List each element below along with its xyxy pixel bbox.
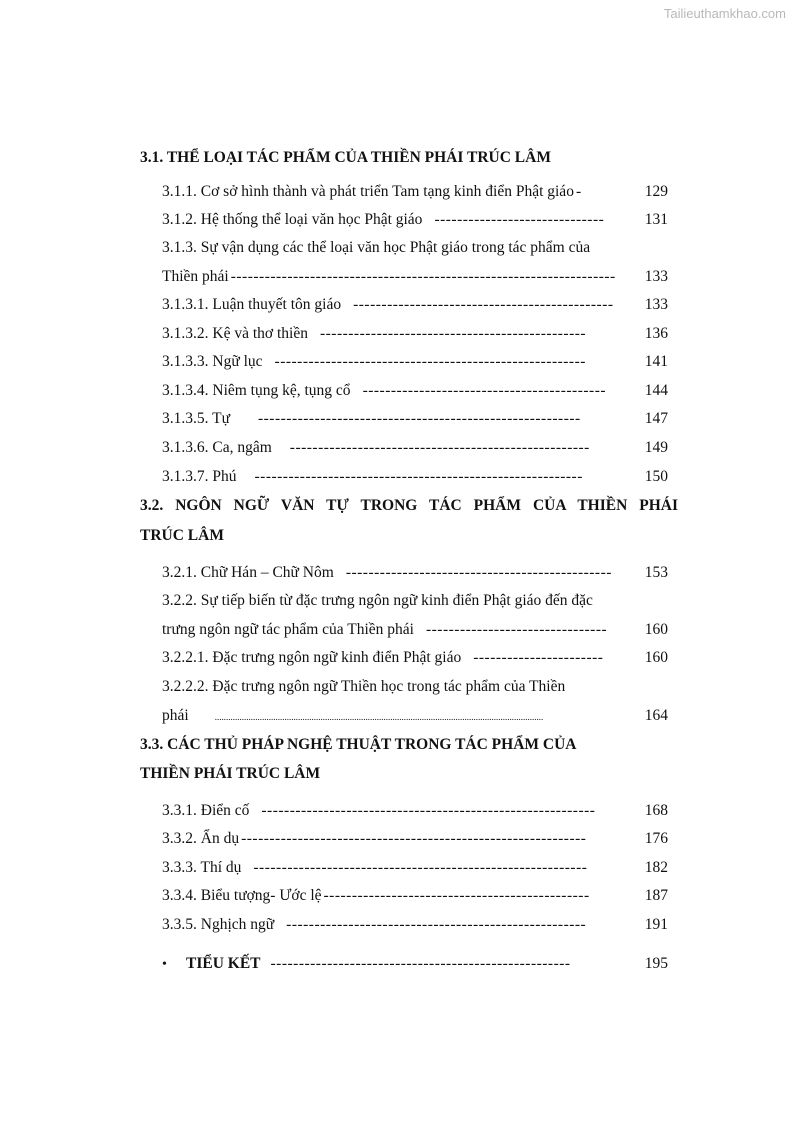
toc-entry-3-3-5	[162, 915, 668, 935]
toc-page-number: 136	[644, 325, 668, 342]
toc-page-number: 182	[644, 859, 668, 876]
bullet-icon: •	[162, 957, 167, 972]
toc-entry-3-3-4	[162, 886, 668, 906]
toc-page-number: 141	[644, 353, 668, 370]
toc-label: 3.3.4. Biểu tượng- Ước lệ	[162, 887, 322, 904]
toc-label: 3.1.1. Cơ sở hình thành và phát triển Tam tạng kinh điển Phật giáo	[162, 183, 574, 200]
toc-page-number: 149	[644, 439, 668, 456]
toc-label: 3.1.3.5. Tự	[162, 410, 230, 427]
toc-entry-3-1-3-line1: 3.1.3. Sự vận dụng các thể loại văn học Phật giáo trong tác phẩm của	[162, 239, 591, 256]
toc-page-number: 168	[644, 802, 668, 819]
toc-entry-3-1-3-1	[162, 295, 668, 315]
toc-page-number: 160	[644, 649, 668, 666]
toc-label: 3.1.3.7. Phú	[162, 468, 237, 485]
section-heading-3-2-line1: 3.2. NGÔN NGỮ VĂN TỰ TRONG TÁC PHẨM CỦA THIỀN PHÁI	[140, 497, 678, 514]
toc-leader: -------------------------------------------------------	[274, 353, 586, 370]
summary-label: TIỂU KẾT	[186, 955, 261, 972]
toc-label: 3.1.3.2. Kệ và thơ thiền	[162, 325, 308, 342]
toc-label: 3.1.3.3. Ngữ lục	[162, 353, 263, 370]
toc-entry-3-3-2	[162, 829, 668, 849]
toc-label: 3.1.3.1. Luận thuyết tôn giáo	[162, 296, 342, 313]
toc-page-number: 187	[644, 887, 668, 904]
toc-entry-3-1-1	[162, 182, 668, 202]
toc-leader: --------------------------------	[425, 621, 608, 638]
toc-entry-3-1-3-6	[162, 438, 668, 458]
toc-page-number: 133	[644, 296, 668, 313]
toc-leader: -	[575, 183, 582, 200]
toc-label: 3.3.2. Ẩn dụ	[162, 830, 240, 847]
toc-entry-3-2-2-2	[162, 706, 668, 727]
section-heading-3-2-line2: TRÚC LÂM	[140, 527, 224, 544]
toc-page-number: 176	[644, 830, 668, 847]
section-heading-3-3-line1: 3.3. CÁC THỦ PHÁP NGHỆ THUẬT TRONG TÁC PHẨM CỦA	[140, 736, 577, 753]
toc-leader: -----------------------	[473, 649, 604, 666]
section-heading-3-3-line2: THIỀN PHÁI TRÚC LÂM	[140, 765, 321, 782]
toc-entry-3-3-3	[162, 858, 668, 878]
toc-page-number: 153	[644, 564, 668, 581]
toc-page-number: 150	[644, 468, 668, 485]
toc-leader: -----------------------------------------------------	[270, 955, 571, 972]
toc-label: 3.3.3. Thí dụ	[162, 859, 242, 876]
watermark: Tailieuthamkhao.com	[663, 6, 786, 21]
toc-entry-3-1-3-2	[162, 324, 668, 344]
toc-leader: -----------------------------------------------------	[289, 439, 590, 456]
toc-entry-3-1-3-4	[162, 381, 668, 401]
toc-page-number: 164	[644, 707, 668, 724]
toc-label: phái	[162, 707, 189, 724]
toc-label: 3.2.1. Chữ Hán – Chữ Nôm	[162, 564, 334, 581]
toc-page-number: 133	[644, 268, 668, 285]
toc-label: 3.1.2. Hệ thống thể loại văn học Phật giáo	[162, 211, 423, 228]
toc-page-number: 129	[644, 183, 668, 200]
toc-entry-3-1-3	[162, 267, 668, 287]
toc-leader: --------------------------------------------------------------------	[230, 268, 616, 285]
toc-entry-3-1-3-7	[162, 467, 668, 487]
toc-page-number: 147	[644, 410, 668, 427]
toc-entry-3-2-2-1	[162, 648, 668, 668]
toc-leader: -----------------------------------------------------------	[261, 802, 596, 819]
toc-entry-3-2-2-line1: 3.2.2. Sự tiếp biến từ đặc trưng ngôn ngữ kinh điển Phật giáo đến đặc	[162, 592, 593, 609]
toc-label: 3.2.2.1. Đặc trưng ngôn ngữ kinh điển Phật giáo	[162, 649, 462, 666]
toc-leader: ..................................................................................................................................................	[214, 712, 544, 722]
toc-page-number: 160	[644, 621, 668, 638]
toc-leader: ---------------------------------------------------------	[257, 410, 581, 427]
toc-entry-3-1-2	[162, 210, 668, 230]
toc-leader: -----------------------------------------------	[345, 564, 612, 581]
toc-page-number: 191	[644, 916, 668, 933]
toc-entry-3-2-1	[162, 563, 668, 583]
toc-label: trưng ngôn ngữ tác phẩm của Thiền phái	[162, 621, 414, 638]
toc-entry-3-1-3-3	[162, 352, 668, 372]
toc-leader: ----------------------------------------------	[353, 296, 614, 313]
toc-leader: -----------------------------------------------------	[286, 916, 587, 933]
toc-entry-3-1-3-5	[162, 409, 668, 429]
toc-label: 3.1.3.6. Ca, ngâm	[162, 439, 272, 456]
toc-label: 3.3.1. Điển cố	[162, 802, 250, 819]
toc-entry-3-2-2-2-line1: 3.2.2.2. Đặc trưng ngôn ngữ Thiền học trong tác phẩm của Thiền	[162, 678, 566, 695]
toc-entry-summary	[162, 954, 668, 975]
toc-leader: ------------------------------	[434, 211, 605, 228]
toc-leader: -------------------------------------------	[362, 382, 607, 399]
toc-leader: ----------------------------------------------------------	[254, 468, 583, 485]
toc-page-number: 131	[644, 211, 668, 228]
section-heading-3-1: 3.1. THỂ LOẠI TÁC PHẨM CỦA THIỀN PHÁI TRÚC LÂM	[140, 149, 551, 166]
toc-label: Thiền phái	[162, 268, 229, 285]
toc-label: 3.1.3.4. Niêm tụng kệ, tụng cổ	[162, 382, 351, 399]
toc-page-number: 195	[644, 955, 668, 972]
toc-entry-3-2-2	[162, 620, 668, 640]
toc-leader: -------------------------------------------------------------	[241, 830, 587, 847]
toc-leader: -----------------------------------------------	[323, 887, 590, 904]
toc-leader: -----------------------------------------------------------	[253, 859, 588, 876]
toc-page-number: 144	[644, 382, 668, 399]
toc-leader: -----------------------------------------------	[319, 325, 587, 342]
toc-entry-3-3-1	[162, 801, 668, 821]
toc-label: 3.3.5. Nghịch ngữ	[162, 916, 275, 933]
